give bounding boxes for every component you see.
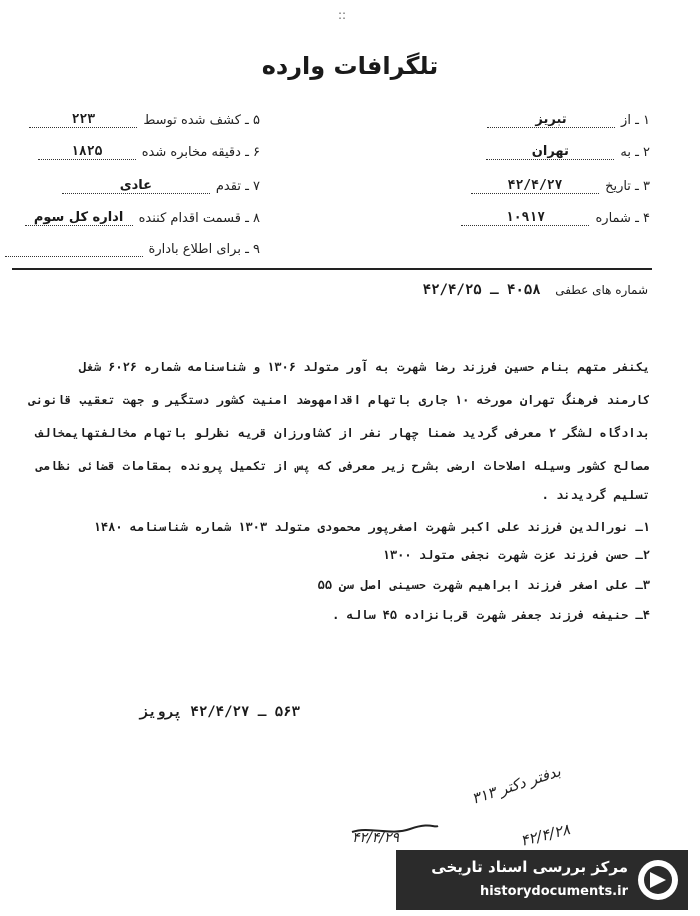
body-line: بدادگاه لشگر ۲ معرفی گردید ضمنا چهار نفر از کشاورزان قریه نظرلو باتهام مخالفتهایمخالف	[35, 426, 650, 440]
header-divider	[12, 268, 652, 270]
field-to-label: ۲ ـ به	[620, 145, 650, 160]
list-item: ۱ـ نورالدین فرزند علی اکبر شهرت اصغرپور محمودی متولد ۱۳۰۳ شماره شناسنامه ۱۴۸۰	[93, 520, 650, 534]
field-from-label: ۱ ـ از	[621, 113, 650, 128]
document-title: تلگرافات وارده	[261, 52, 439, 80]
archive-url: historydocuments.ir	[479, 884, 628, 899]
sender-signoff: ۵۶۳ ـ ۴۲/۴/۲۷ پرویز	[139, 704, 300, 720]
archive-watermark	[396, 850, 688, 910]
field-decoded-by	[29, 112, 260, 128]
field-transmit-minute	[38, 144, 260, 160]
field-priority	[62, 178, 260, 194]
field-number-label: ۴ ـ شماره	[595, 211, 650, 226]
field-transmit-minute-value: ۱۸۲۵	[38, 144, 136, 160]
list-item: ۳ـ علی اصغر فرزند ابراهیم شهرت حسینی اصل سن ۵۵	[317, 578, 650, 592]
top-mark: ::	[338, 8, 347, 22]
handwritten-date: ۴۲/۴/۲۸	[518, 820, 572, 850]
field-info-dept-value	[5, 256, 143, 257]
field-from	[487, 112, 650, 128]
reference-numbers	[423, 282, 648, 298]
field-action-dept	[25, 210, 260, 226]
field-decoded-by-value: ۲۲۳	[29, 112, 137, 128]
list-item: ۲ـ حسن فرزند عزت شهرت نجفی متولد ۱۳۰۰	[382, 548, 650, 562]
field-date	[471, 178, 650, 194]
reference-numbers-label: شماره های عطفی	[555, 283, 648, 297]
body-line: مصالح کشور وسیله اصلاحات ارضی بشرح زیر معرفی که پس از تکمیل پرونده بمقامات قضائی نظامی	[35, 459, 650, 473]
field-info-dept	[5, 242, 260, 257]
handwritten-date-left: ۴۲/۴/۲۹	[352, 830, 400, 846]
field-date-value: ۴۲/۴/۲۷	[471, 178, 599, 194]
field-info-dept-label: ۹ ـ برای اطلاع بادارة	[148, 242, 260, 257]
archive-logo-icon	[636, 858, 680, 902]
field-from-value: تبریز	[487, 112, 615, 128]
field-to	[486, 144, 650, 160]
body-line: کارمند فرهنگ تهران مورخه ۱۰ جاری باتهام اقدامهوضد امنیت کشور دستگیر و جهت تعقیب قانونی	[28, 393, 650, 407]
list-item: ۴ـ حنیفه فرزند جعفر شهرت قربانزاده ۴۵ ساله .	[332, 608, 650, 622]
field-number-value: ۱۰۹۱۷	[461, 210, 589, 226]
field-action-dept-label: ۸ ـ قسمت اقدام کننده	[138, 211, 260, 226]
field-date-label: ۳ ـ تاریخ	[605, 179, 650, 194]
signature-stroke-icon	[350, 820, 440, 840]
field-decoded-by-label: ۵ ـ کشف شده توسط	[143, 113, 260, 128]
field-to-value: تهران	[486, 144, 614, 160]
body-line: تسلیم گردیدند .	[541, 488, 650, 502]
body-line: یکنفر متهم بنام حسین فرزند رضا شهرت به آور متولد ۱۳۰۶ و شناسنامه شماره ۶۰۲۶ شغل	[79, 360, 650, 374]
field-action-dept-value: اداره کل سوم	[25, 210, 133, 226]
field-priority-value: عادی	[62, 178, 210, 194]
field-priority-label: ۷ ـ تقدم	[215, 179, 260, 194]
field-number	[461, 210, 650, 226]
field-transmit-minute-label: ۶ ـ دقیقه مخابره شده	[141, 145, 260, 160]
reference-numbers-value: ۴۰۵۸ ـ ۴۲/۴/۲۵	[422, 282, 541, 298]
handwritten-note: بدفتر دکتر ۳۱۳	[469, 762, 563, 808]
archive-name: مرکز بررسی اسناد تاریخی	[431, 858, 628, 876]
